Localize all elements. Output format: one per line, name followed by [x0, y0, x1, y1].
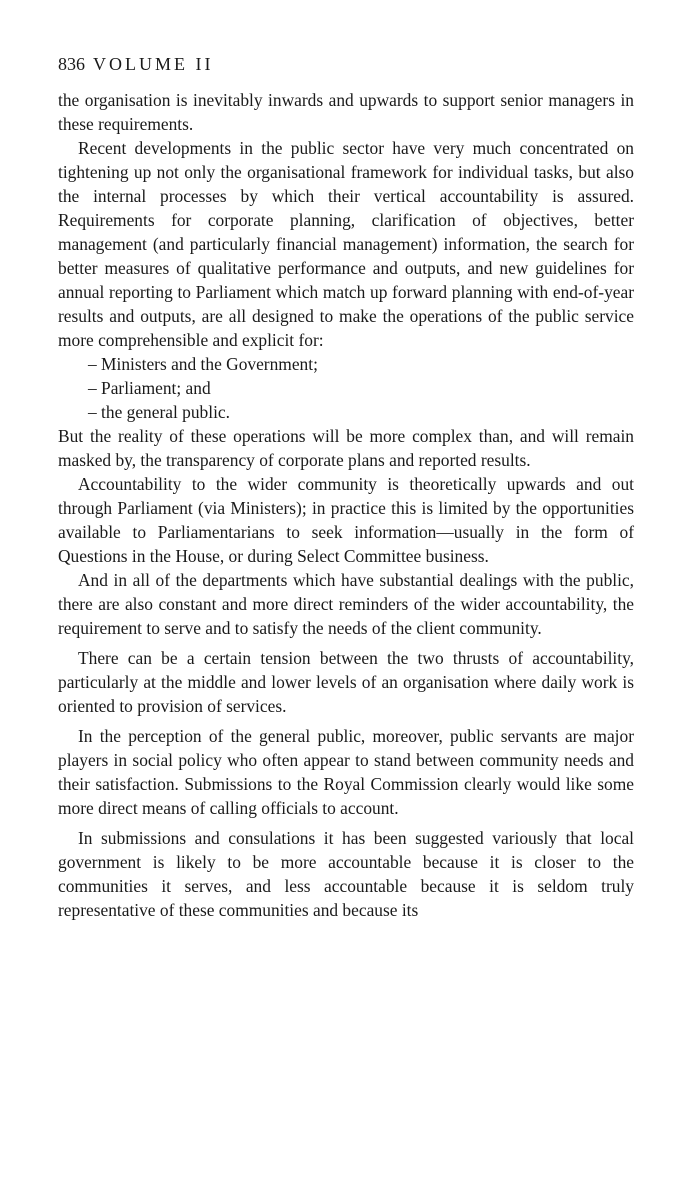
paragraph-wider-community: Accountability to the wider community is theoretically upwards and out through Parliament (via Ministers); in practice this is limited by the opportunities available to Parliamentarians to seek information—usually in the form of Questions in the House, or during Select Committee business. — [58, 474, 634, 566]
book-page — [58, 52, 634, 922]
paragraph-tension: There can be a certain tension between the two thrusts of accountability, particularly at the middle and lower levels of an organisation where daily work is oriented to provision of services. — [58, 648, 634, 716]
paragraph-recent-developments: Recent developments in the public sector have very much concentrated on tightening up not only the organisational framework for individual tasks, but also the internal processes by which their vertical accountability is assured. Requirements for corporate planning, clarification of objectives, better management (and particularly financial management) information, the search for better measures of qualitative performance and outputs, and new guidelines for annual reporting to Parliament which match up forward planning with end-of-year results and outputs, are all designed to make the operations of the public service more comprehensible and explicit for: — [58, 138, 634, 350]
page-number: 836 — [58, 54, 85, 74]
list-item: – Ministers and the Government; — [88, 354, 318, 374]
volume-title: VOLUME II — [93, 54, 214, 74]
paragraph-reality: But the reality of these operations will be more complex than, and will remain masked by, the transparency of corporate plans and reported results. — [58, 426, 634, 470]
paragraph-submissions: In submissions and consulations it has been suggested variously that local government is likely to be more accountable because it is closer to the communities it serves, and less accountable because it is seldom truly representative of these communities and because its — [58, 828, 634, 920]
list-item: – Parliament; and — [88, 378, 211, 398]
paragraph-perception: In the perception of the general public, moreover, public servants are major players in social policy who often appear to stand between community needs and their satisfaction. Submissions to the Royal Commission clearly would like some more direct means of calling officials to account. — [58, 726, 634, 818]
list-item: – the general public. — [88, 402, 230, 422]
running-head — [58, 52, 634, 76]
paragraph-departments: And in all of the departments which have substantial dealings with the public, there are also constant and more direct reminders of the wider accountability, the requirement to serve and to satisfy the needs of the client community. — [58, 570, 634, 638]
accountability-list — [58, 352, 634, 424]
paragraph-continued: the organisation is inevitably inwards and upwards to support senior managers in these requirements. — [58, 90, 634, 134]
